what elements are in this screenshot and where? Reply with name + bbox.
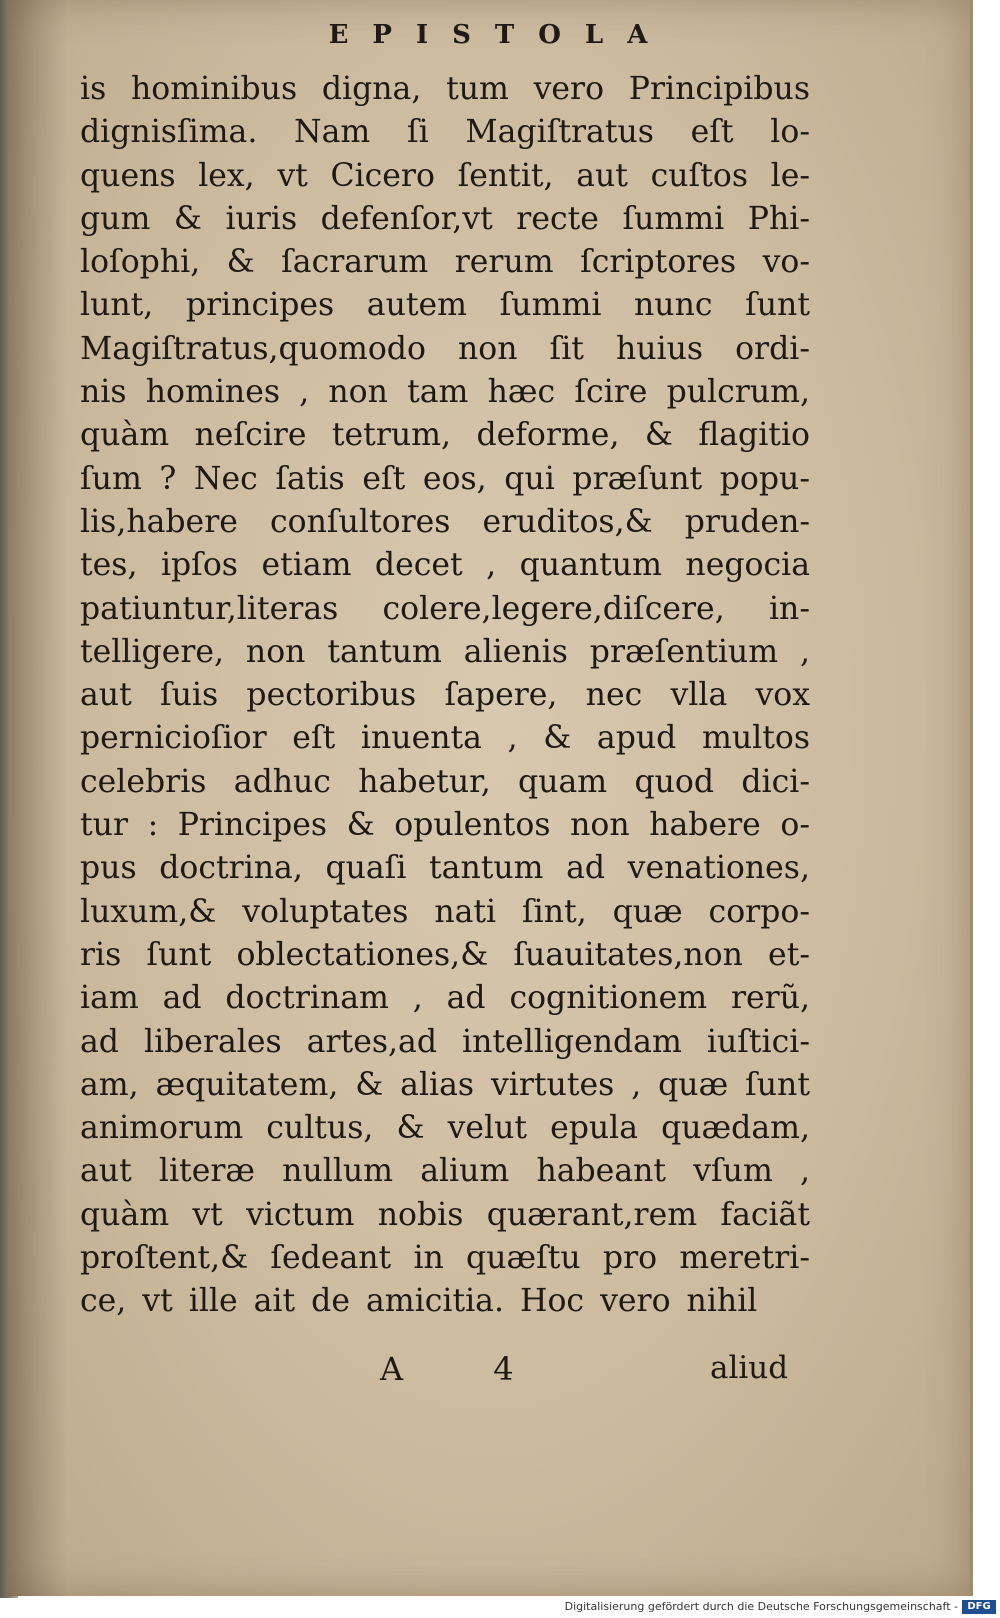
running-head: EPISTOLA <box>328 20 672 50</box>
text-line: iam ad doctrinam , ad cognitionem rerũ, <box>80 980 810 1017</box>
text-line: loſophi, & ſacrarum rerum ſcriptores vo- <box>80 244 810 281</box>
text-line: tes, ipſos etiam decet , quantum negocia <box>80 547 810 584</box>
text-line: quàm neſcire tetrum, deforme, & flagitio <box>80 417 810 454</box>
text-line: aut literæ nullum alium habeant vſum , <box>80 1153 810 1190</box>
signature-mark: A 4 <box>380 1350 554 1388</box>
text-line: pernicioſior eſt inuenta , & apud multos <box>80 720 810 757</box>
text-line: ſum ? Nec ſatis eſt eos, qui præſunt popu- <box>80 460 810 497</box>
catchword: aliud <box>710 1350 789 1386</box>
text-line: ris ſunt oblectationes,& ſuauitates,non et- <box>80 936 810 973</box>
text-line: lunt, principes autem ſummi nunc ſunt <box>80 287 810 324</box>
footer-credit: Digitalisierung gefördert durch die Deutsche Forschungsgemeinschaft - <box>564 1600 958 1613</box>
body-text <box>80 68 810 1324</box>
text-line: pus doctrina, quaſi tantum ad venationes, <box>80 850 810 887</box>
text-line: quàm vt victum nobis quærant,rem faciãt <box>80 1196 810 1233</box>
text-line: patiuntur,literas colere,legere,diſcere, in- <box>80 590 810 627</box>
text-line: gum & iuris defenſor,vt recte ſummi Phi- <box>80 200 810 237</box>
dfg-logo-icon: DFG <box>962 1600 996 1614</box>
text-line: proſtent,& ſedeant in quæſtu pro meretri- <box>80 1240 810 1277</box>
text-line: ad liberales artes,ad intelligendam iuſtici- <box>80 1023 810 1060</box>
text-line: am, æquitatem, & alias virtutes , quæ ſunt <box>80 1066 810 1103</box>
text-line: Magiſtratus,quomodo non ſit huius ordi- <box>80 330 810 367</box>
text-line: luxum,& voluptates nati ſint, quæ corpo- <box>80 893 810 930</box>
text-line: quens lex, vt Cicero ſentit, aut cuſtos le- <box>80 157 810 194</box>
text-line: tur : Principes & opulentos non habere o- <box>80 807 810 844</box>
gutter-shadow <box>8 0 68 1596</box>
text-line: ce, vt ille ait de amicitia. Hoc vero nihil <box>80 1283 758 1320</box>
text-line: is hominibus digna, tum vero Principibus <box>80 71 810 107</box>
text-line: lis,habere conſultores eruditos,& pruden- <box>80 503 810 540</box>
text-line: dignisſima. Nam ſi Magiſtratus eſt lo- <box>80 114 810 151</box>
text-line: nis homines , non tam hæc ſcire pulcrum, <box>80 374 810 411</box>
text-line: aut ſuis pectoribus ſapere, nec vlla vox <box>80 677 810 714</box>
text-line: celebris adhuc habetur, quam quod dici- <box>80 763 810 800</box>
text-line: animorum cultus, & velut epula quædam, <box>80 1110 810 1147</box>
text-line: telligere, non tantum alienis præſentium , <box>80 633 810 670</box>
